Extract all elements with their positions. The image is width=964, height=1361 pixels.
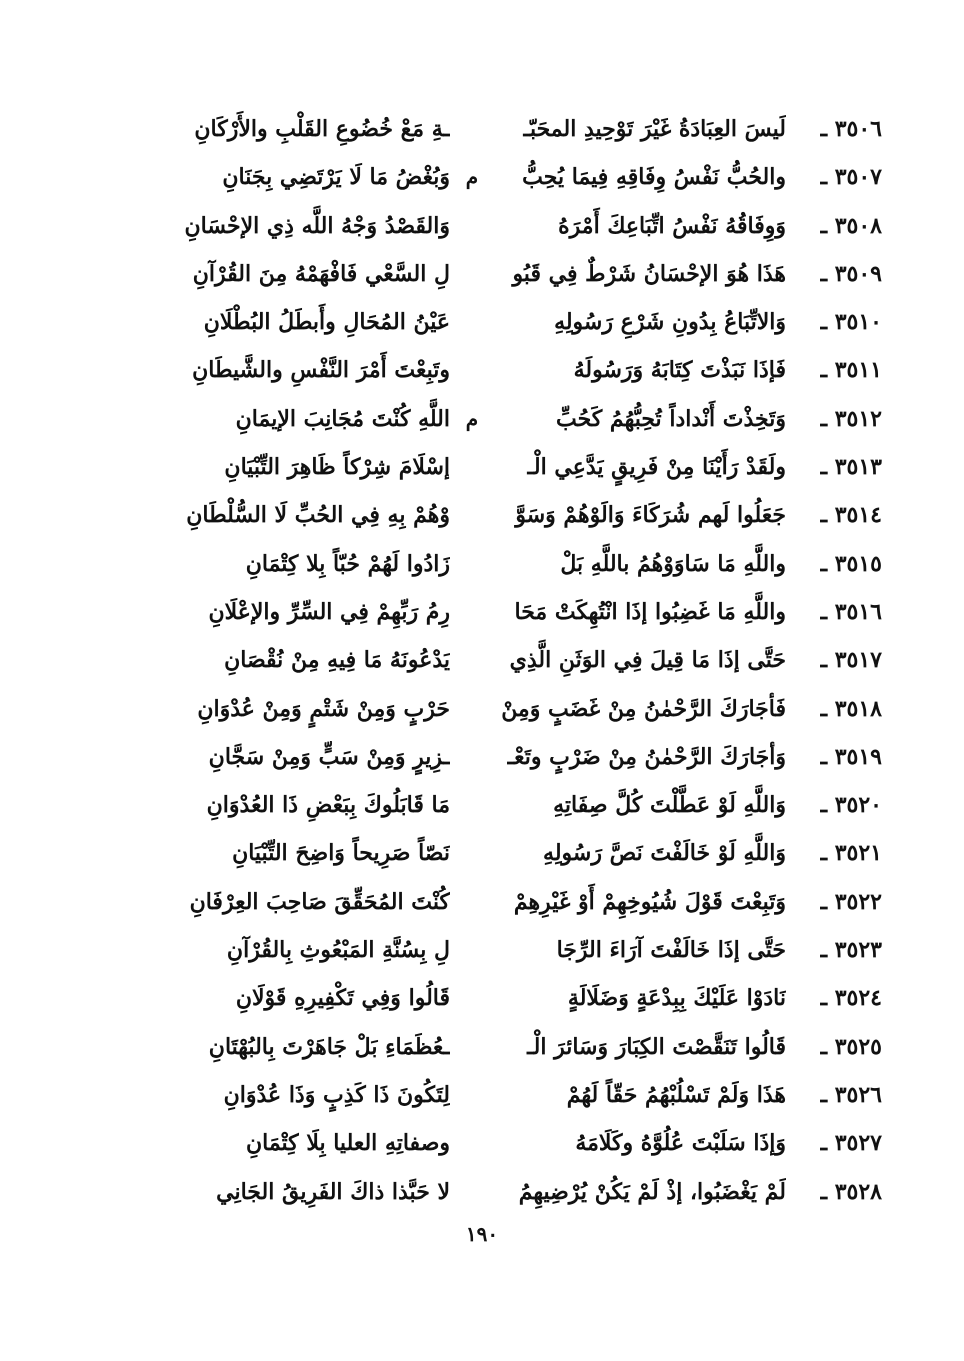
verse-row: [82, 202, 882, 250]
verse-row: [82, 829, 882, 877]
verse-second-hemistich: لِتَكُونَ ذَا كَذِبٍ وَذَا عُدْوَانِ: [223, 1081, 450, 1108]
verse-second-hemistich: زَادُوا لَهُمْ حُبّاً بِلا كِتْمَانِ: [245, 550, 450, 577]
verse-first-hemistich: قَالُوا تَنَقَّصْتَ الكِبَارَ وَسَائرَ الْـ: [527, 1033, 786, 1060]
verse-first-hemistich: والحُبُّ نَفْسُ وِفَاقِهِ فِيمَا يُحِبُّ: [522, 164, 786, 191]
verse-mark: م: [465, 406, 479, 431]
verse-number: ٣٥١٧ ـ: [820, 647, 882, 674]
verse-row: [82, 443, 882, 491]
verse-first-hemistich: واللَّهِ مَا غَضِبُوا إذَا انْتُهِكَتْ مَحَا: [514, 598, 786, 625]
verse-row: [82, 105, 882, 153]
verse-number: ٣٥٠٦ ـ: [820, 116, 882, 142]
verse-first-hemistich: هَذَا هُوَ الإحْسَانُ شَرْطٌ فِي قَبُو: [512, 260, 786, 287]
verse-row: [82, 1119, 882, 1167]
verse-row: [82, 1071, 882, 1119]
verse-first-hemistich: حَتَّى إذَا مَا قِيلَ فِي الوَثَنِ الَّذِي: [509, 647, 786, 674]
verse-second-hemistich: وصفاتِهِ العليا بِلَا كِتْمَانِ: [245, 1130, 450, 1157]
verse-number: ٣٥٢٢ ـ: [820, 888, 882, 915]
verse-number: ٣٥٢٠ ـ: [820, 792, 882, 819]
verse-first-hemistich: واللَّهِ مَا سَاوَوْهُمُ باللَّهِ بَلْ: [560, 550, 786, 577]
verse-number: ٣٥١٨ ـ: [820, 695, 882, 722]
verse-second-hemistich: وَبُغْضُ مَا لَا يَرْتَضِي بِجَنَانِ: [222, 164, 450, 191]
verse-first-hemistich: وَالاتِّبَاعُ بِدُونِ شَرْعِ رَسُولِهِ: [554, 309, 786, 336]
verse-first-hemistich: نَادَوْا عَلَيْكَ بِبِدْعَةٍ وَضَلَالَةٍ: [567, 985, 786, 1012]
verse-first-hemistich: لَمْ يَغْضَبُوا، إذْ لَمْ يَكُنْ يُرْضِيهِمُ: [518, 1178, 786, 1205]
verse-number: ٣٥١١ ـ: [820, 357, 882, 384]
verse-row: [82, 540, 882, 588]
verse-first-hemistich: وَتَخِذْتَ أَنْداداً تُحِبُّهُمُ كَحُبِّ: [555, 405, 786, 432]
verse-row: [82, 636, 882, 684]
verse-number: ٣٥٠٨ ـ: [820, 212, 882, 239]
verse-row: [82, 588, 882, 636]
verse-second-hemistich: وْهُمْ بِهِ فِي الحُبِّ لَا السُّلْطَانِ: [186, 502, 450, 529]
verse-mark: م: [465, 165, 479, 190]
verse-number: ٣٥٢٣ ـ: [820, 937, 882, 964]
verse-first-hemistich: فَأجَارَكَ الرَّحْمٰنُ مِنْ غَضَبٍ وَمِنْ: [501, 695, 786, 722]
verse-second-hemistich: قَالُوا وَفِي تَكْفِيرِهِ قَوْلَانِ: [235, 985, 450, 1012]
verse-row: [82, 974, 882, 1022]
verse-second-hemistich: مَا قَابَلُوكَ بِبَعْضِ ذَا العُدْوَانِ: [206, 792, 450, 819]
verse-first-hemistich: وَاللَّهِ لَوْ خَالَفْتَ نَصَّ رَسُولِهِ: [543, 840, 786, 867]
verse-number: ٣٥٢٥ ـ: [820, 1033, 882, 1060]
verse-number: ٣٥٢٨ ـ: [820, 1178, 882, 1205]
verse-number: ٣٥١٦ ـ: [820, 598, 882, 625]
verse-row: [82, 395, 882, 443]
poem-verses: [82, 105, 882, 1216]
page-number: ١٩٠: [465, 1222, 499, 1246]
verse-number: ٣٥٢٦ ـ: [820, 1081, 882, 1108]
verse-row: [82, 733, 882, 781]
verse-number: ٣٥١٠ ـ: [820, 309, 882, 336]
verse-second-hemistich: إسْلَامَ شِرْكاً ظَاهِرَ التِّبْيَانِ: [224, 454, 450, 481]
verse-row: [82, 250, 882, 298]
verse-row: [82, 878, 882, 926]
verse-first-hemistich: وَتَبِعْتَ قَوْلَ شُيُوخِهِمْ أَوْ غَيْرِهِمْ: [513, 888, 786, 915]
verse-second-hemistich: اللَّهِ كُنْتَ مُجَانِبَ الإيمَانِ: [235, 405, 450, 432]
verse-row: [82, 1168, 882, 1216]
verse-number: ٣٥٢١ ـ: [820, 840, 882, 867]
verse-row: [82, 926, 882, 974]
verse-row: [82, 298, 882, 346]
verse-row: [82, 781, 882, 829]
verse-first-hemistich: وَاللَّهِ لَوْ عَطَّلْتَ كُلَّ صِفَاتِهِ: [553, 792, 786, 819]
verse-first-hemistich: هَذَا وَلَمْ تَسْلُبْهُمُ حَقّاً لَهُمْ: [566, 1081, 786, 1108]
verse-number: ٣٥٢٤ ـ: [820, 985, 882, 1012]
verse-number: ٣٥١٩ ـ: [820, 743, 882, 770]
verse-second-hemistich: يَدْعُونَهُ مَا فِيهِ مِنْ نُقْصَانِ: [224, 647, 450, 674]
verse-first-hemistich: ولَقَدْ رَأَيْنَا مِنْ فَرِيقٍ يَدَّعِي الْـ: [527, 454, 786, 481]
verse-first-hemistich: وَوِفَاقُهُ نَفْسُ اتِّبَاعِكَ أَمْرَهُ: [558, 212, 786, 239]
verse-second-hemistich: كُنْتَ المُحَقِّقَ صَاحِبَ العِرْفَانِ: [189, 888, 450, 915]
verse-second-hemistich: ـعُظَمَاءِ بَلْ جَاهَرْتَ بِالبُهْتَانِ: [208, 1033, 450, 1060]
verse-second-hemistich: ـةِ مَعْ خُضُوعِ القَلْبِ والأَرْكَانِ: [194, 116, 450, 142]
verse-second-hemistich: لِ السَّعْي فَافْهَمْهُ مِنَ القُرْآنِ: [192, 260, 450, 287]
verse-second-hemistich: حَرْبٍ وَمِنْ شَتْمٍ وَمِنْ عُدْوَانِ: [197, 695, 450, 722]
verse-row: [82, 491, 882, 539]
verse-first-hemistich: وَأجَارَكَ الرَّحْمٰنُ مِنْ ضَرْبٍ وتَعْـ: [507, 743, 786, 770]
verse-second-hemistich: وَالقَصْدُ وَجْهُ اللَّه ذِي الإحْسَانِ: [184, 212, 450, 239]
verse-first-hemistich: جَعَلُوا لَهم شُرَكَاءَ وَالَوْهُمْ وَسَوَّ: [515, 502, 786, 529]
verse-row: [82, 346, 882, 394]
verse-second-hemistich: رِمُ رَبِّهِمْ فِي السِّرِّ والإعْلَانِ: [208, 598, 450, 625]
verse-second-hemistich: لا حَبَّذا ذاكَ الفَرِيقُ الجَانِي: [216, 1178, 450, 1205]
verse-row: [82, 685, 882, 733]
verse-first-hemistich: فَإذَا نَبَذْتَ كِتَابَهُ وَرَسُولَهُ: [573, 357, 786, 384]
verse-number: ٣٥١٤ ـ: [820, 502, 882, 529]
verse-number: ٣٥٢٧ ـ: [820, 1130, 882, 1157]
verse-second-hemistich: لِ بِسُنَّةِ المَبْعُوثِ بِالقُرْآنِ: [226, 937, 450, 964]
verse-second-hemistich: عَيْنُ المُحَالِ وأَبطَلُ البُطْلَانِ: [203, 309, 450, 336]
verse-number: ٣٥١٢ ـ: [820, 405, 882, 432]
verse-row: [82, 1023, 882, 1071]
verse-second-hemistich: نَصّاً صَرِيحاً وَاضِحَ التِّبْيَانِ: [232, 840, 450, 867]
verse-number: ٣٥١٥ ـ: [820, 550, 882, 577]
verse-first-hemistich: حَتَّى إذَا خَالَفْتَ آرَاءَ الرِّجَا: [556, 937, 786, 964]
verse-row: [82, 153, 882, 201]
verse-second-hemistich: ـزِيرٍ وَمِنْ سَبٍّ وَمِنْ سَجَّانِ: [208, 743, 450, 770]
verse-number: ٣٥٠٩ ـ: [820, 260, 882, 287]
verse-first-hemistich: لَيسَ العِبَادَةُ غَيْرَ تَوْحِيدِ المحَبّـ: [523, 116, 786, 142]
verse-second-hemistich: وتَبِعْتَ أَمْرَ النَّفْسِ والشَّيطَانِ: [192, 357, 450, 384]
verse-number: ٣٥١٣ ـ: [820, 454, 882, 481]
verse-first-hemistich: وَإذَا سَلَبْتَ عُلُوَّهُ وكَلَامَهُ: [575, 1130, 786, 1157]
verse-number: ٣٥٠٧ ـ: [820, 164, 882, 191]
